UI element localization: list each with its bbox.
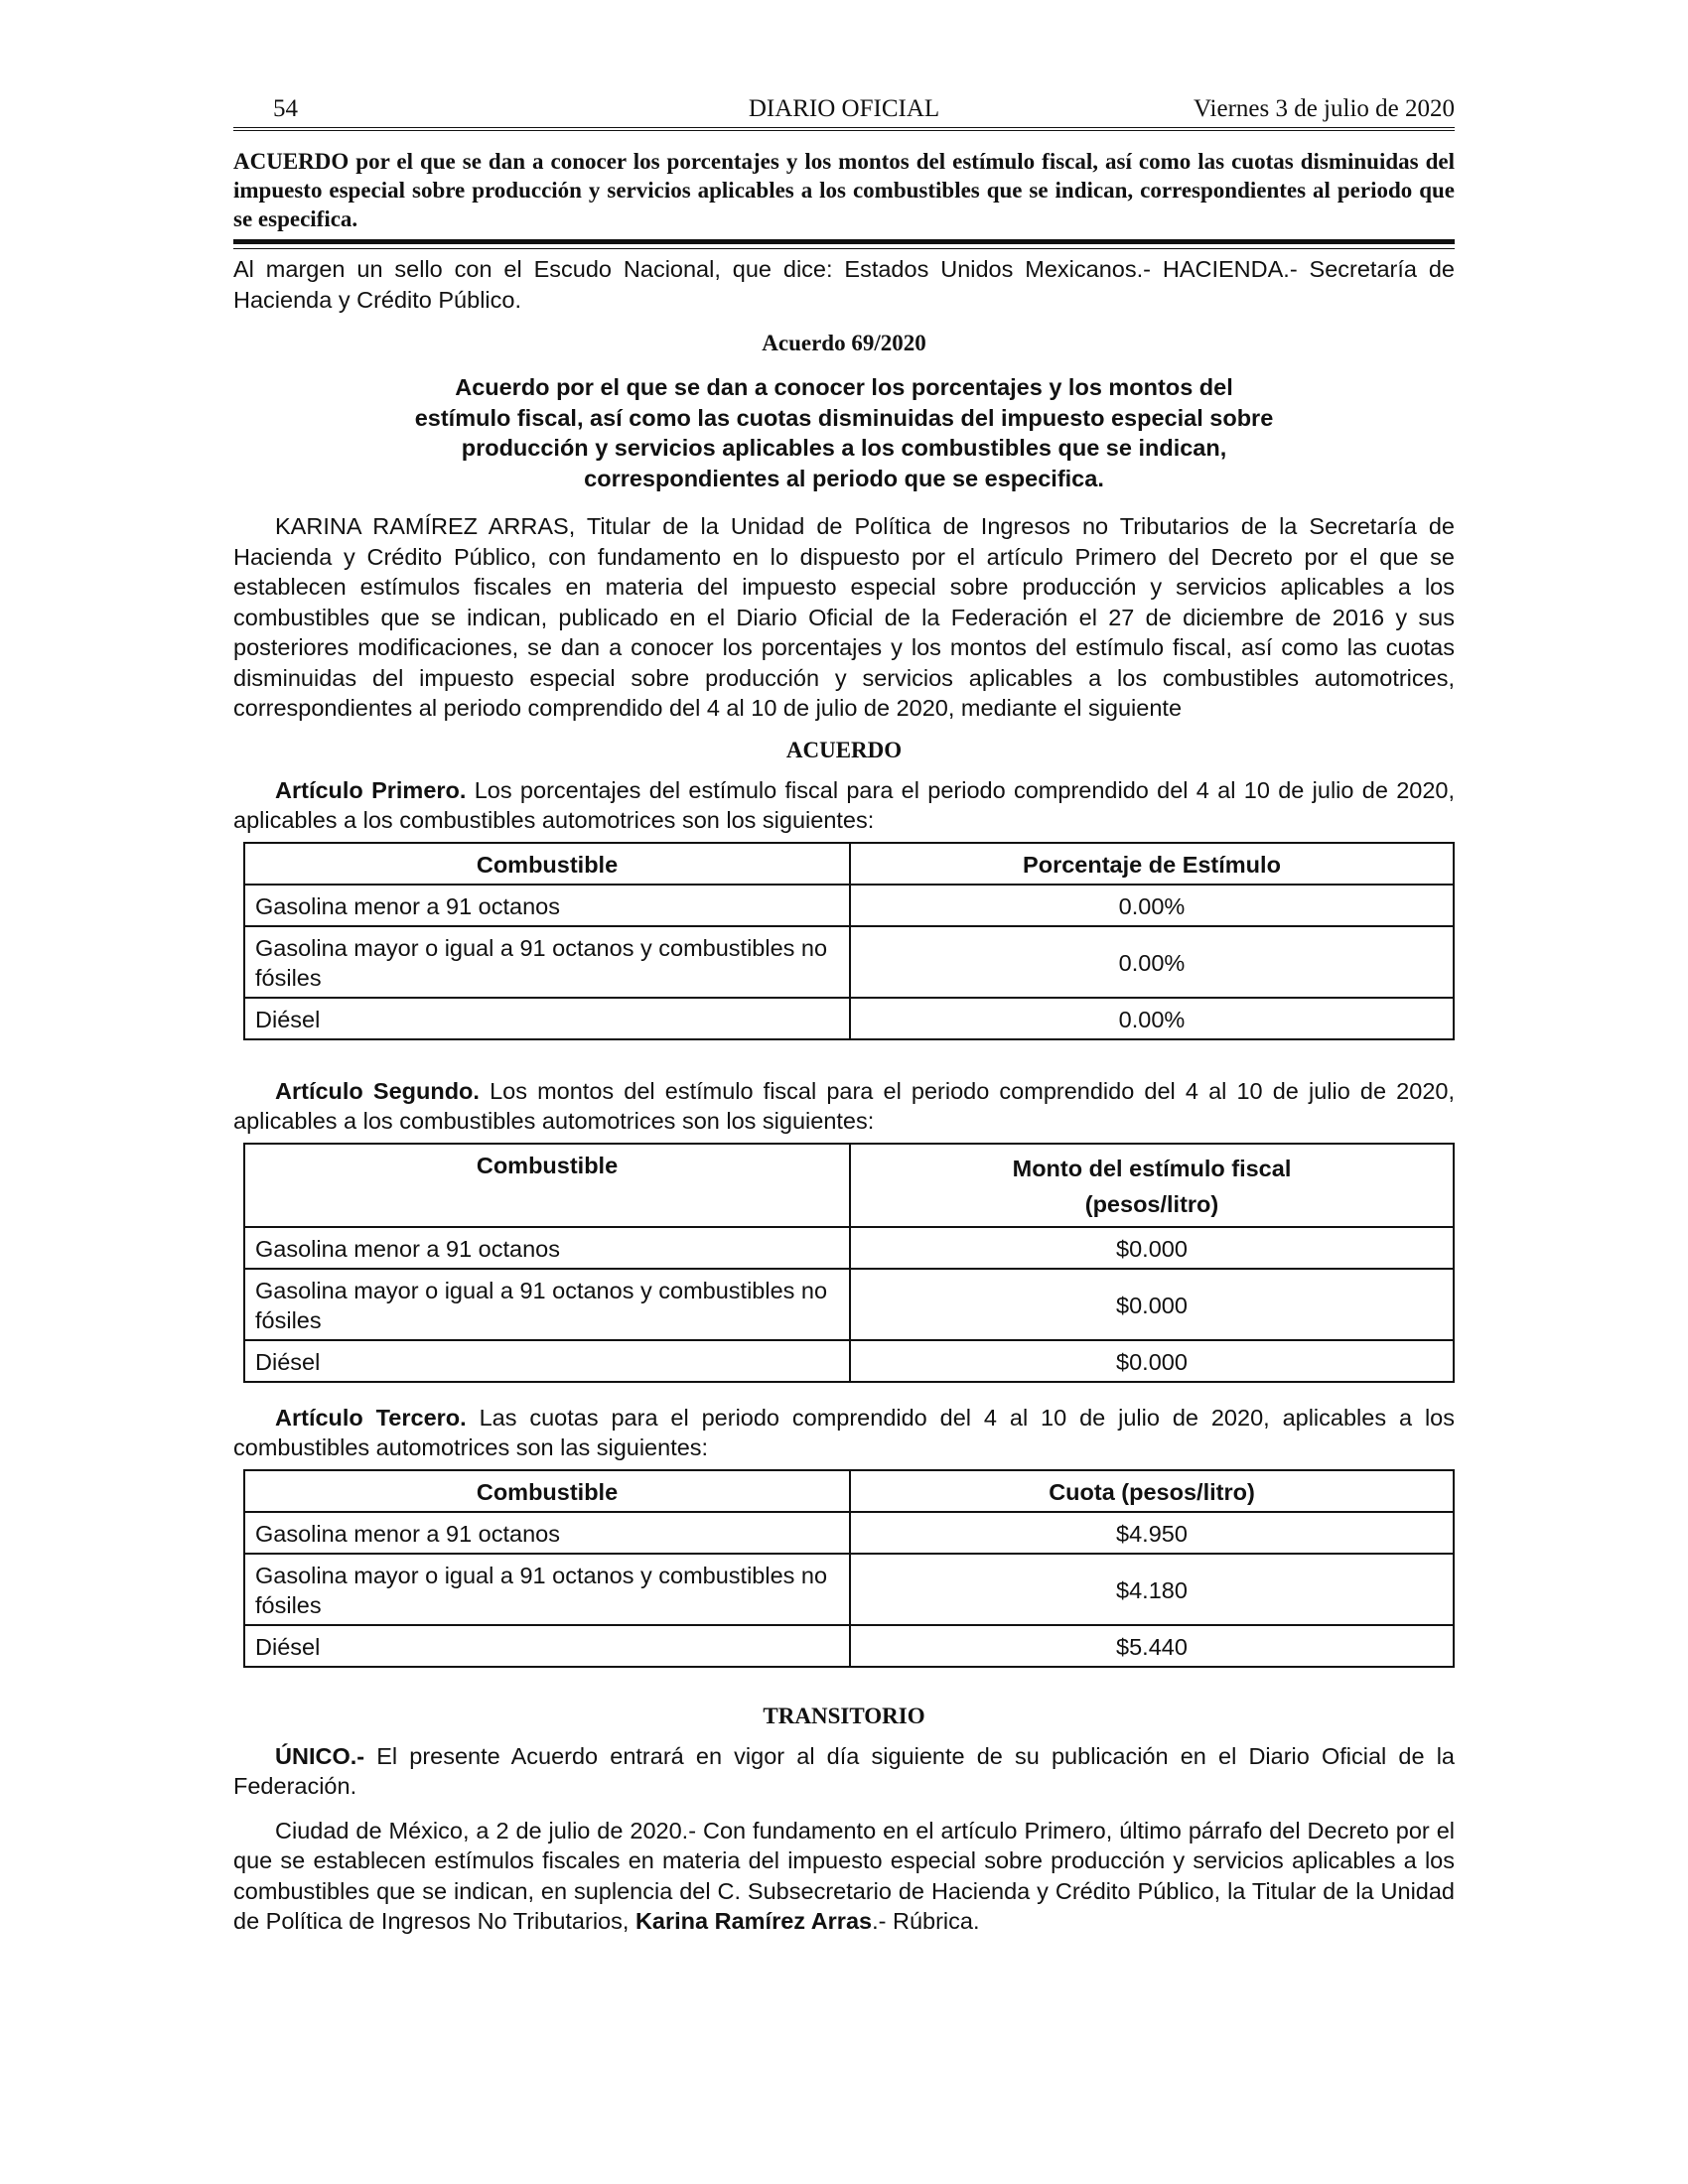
value-cell: $4.180 [850, 1554, 1454, 1625]
page-number: 54 [273, 95, 298, 122]
preamble: KARINA RAMÍREZ ARRAS, Titular de la Unidad de Política de Ingresos no Tributarios de la Secretaría de Hacienda y Crédito Público, con fundamento en lo dispuesto por el artículo Primero del Decreto por el que se establecen estímulos fiscales en materia del impuesto especial sobre producción y servicios aplicables a los combustibles que se indican, publicado en el Diario Oficial de la Federación el 27 de diciembre de 2016 y sus posteriores modificaciones, se dan a conocer los porcentajes y los montos del estímulo fiscal, así como las cuotas disminuidas del impuesto especial sobre producción y servicios aplicables a los combustibles automotrices, correspondientes al periodo comprendido del 4 al 10 de julio de 2020, mediante el siguiente [233, 513, 1455, 721]
fuel-name-cell: Gasolina menor a 91 octanos [244, 1227, 850, 1269]
table-row [244, 1227, 1454, 1269]
article-2-label: Artículo Segundo. [275, 1077, 480, 1104]
table-header-row [244, 1144, 1454, 1227]
value-cell: 0.00% [850, 998, 1454, 1039]
margin-note: Al margen un sello con el Escudo Nacional, que dice: Estados Unidos Mexicanos.- HACIENDA.- Secretaría de Hacienda y Crédito Público. [233, 256, 1455, 313]
transitorio-text: El presente Acuerdo entrará en vigor al día siguiente de su publicación en el Diario Oficial de la Federación. [233, 1742, 1455, 1799]
table-row [244, 1625, 1454, 1667]
closing-text: Ciudad de México, a 2 de julio de 2020.- Con fundamento en el artículo Primero, último párrafo del Decreto por el que se establecen estímulos fiscales en materia del impuesto especial sobre producción y servicios aplicables a los combustibles que se indican, en suplencia del C. Subsecretario de Hacienda y Crédito Público, la Titular de la Unidad de Política de Ingresos No Tributarios, [233, 1817, 1455, 1934]
table-row [244, 1554, 1454, 1625]
publication-date: Viernes 3 de julio de 2020 [1193, 95, 1455, 122]
column-header: Porcentaje de Estímulo [850, 843, 1454, 885]
column-header: Combustible [244, 843, 850, 885]
column-header-line: Monto del estímulo fiscal [1012, 1155, 1292, 1181]
value-cell: $0.000 [850, 1340, 1454, 1382]
summary-divider [233, 239, 1455, 244]
table-row [244, 1340, 1454, 1382]
table-row [244, 885, 1454, 926]
article-3-text: Las cuotas para el periodo comprendido del 4 al 10 de julio de 2020, aplicables a los combustibles automotrices son las siguientes: [233, 1404, 1455, 1460]
table-header-row [244, 1470, 1454, 1512]
value-cell: $0.000 [850, 1227, 1454, 1269]
section-heading-acuerdo: ACUERDO [785, 737, 903, 762]
article-2-text: Los montos del estímulo fiscal para el periodo comprendido del 4 al 10 de julio de 2020, aplicables a los combustibles automotrices son los siguientes: [233, 1077, 1455, 1134]
column-header-unit: (pesos/litro) [1084, 1190, 1219, 1217]
table-header-row [244, 843, 1454, 885]
fuel-name-cell: Diésel [244, 1625, 850, 1667]
table-row [244, 926, 1454, 998]
article-1-label: Artículo Primero. [275, 776, 467, 803]
value-cell: $5.440 [850, 1625, 1454, 1667]
quota-table [243, 1469, 1455, 1668]
document-summary: ACUERDO por el que se dan a conocer los porcentajes y los montos del estímulo fiscal, así como las cuotas disminuidas del impuesto especial sobre producción y servicios aplicables a los combustibles que se indican, correspondientes al periodo que se especifica. [233, 149, 1455, 231]
value-cell: $0.000 [850, 1269, 1454, 1340]
article-1-text: Los porcentajes del estímulo fiscal para el periodo comprendido del 4 al 10 de julio de 2020, aplicables a los combustibles automotrices son los siguientes: [233, 776, 1456, 833]
fuel-name-cell: Gasolina mayor o igual a 91 octanos y combustibles no fósiles [244, 1554, 850, 1625]
fuel-name-cell: Gasolina mayor o igual a 91 octanos y combustibles no fósiles [244, 926, 850, 998]
document-page [233, 91, 1455, 1937]
agreement-number: Acuerdo 69/2020 [762, 331, 926, 355]
article-2-paragraph [233, 1076, 1455, 1137]
column-header: Cuota (pesos/litro) [850, 1470, 1454, 1512]
table-row [244, 998, 1454, 1039]
publication-name: DIARIO OFICIAL [748, 95, 940, 122]
transitorio-paragraph [233, 1741, 1455, 1802]
stimulus-amount-table [243, 1143, 1455, 1383]
stimulus-percentage-table [243, 842, 1455, 1040]
closing-paragraph [233, 1816, 1455, 1937]
fuel-name-cell: Diésel [244, 998, 850, 1039]
section-heading-transitorio: TRANSITORIO [763, 1703, 925, 1728]
article-3-label: Artículo Tercero. [275, 1404, 467, 1431]
agreement-title: Acuerdo por el que se dan a conocer los porcentajes y los montos del estímulo fiscal, así como las cuotas disminuidas del impuesto especial sobre producción y servicios aplicables a los combustibles que se indican, correspondientes al periodo que se especifica. [414, 374, 1274, 491]
fuel-name-cell: Diésel [244, 1340, 850, 1382]
signer-name: Karina Ramírez Arras [634, 1908, 873, 1934]
running-header [233, 91, 1455, 131]
column-header: Combustible [244, 1144, 850, 1227]
column-header: Combustible [244, 1470, 850, 1512]
fuel-name-cell: Gasolina menor a 91 octanos [244, 885, 850, 926]
value-cell: 0.00% [850, 885, 1454, 926]
closing-suffix: .- Rúbrica. [872, 1908, 980, 1934]
value-cell: 0.00% [850, 926, 1454, 998]
fuel-name-cell: Gasolina mayor o igual a 91 octanos y combustibles no fósiles [244, 1269, 850, 1340]
article-1-paragraph [233, 775, 1455, 836]
fuel-name-cell: Gasolina menor a 91 octanos [244, 1512, 850, 1554]
column-header [850, 1144, 1454, 1227]
table-row [244, 1512, 1454, 1554]
value-cell: $4.950 [850, 1512, 1454, 1554]
table-row [244, 1269, 1454, 1340]
transitorio-label: ÚNICO.- [275, 1742, 365, 1769]
article-3-paragraph [233, 1403, 1455, 1463]
